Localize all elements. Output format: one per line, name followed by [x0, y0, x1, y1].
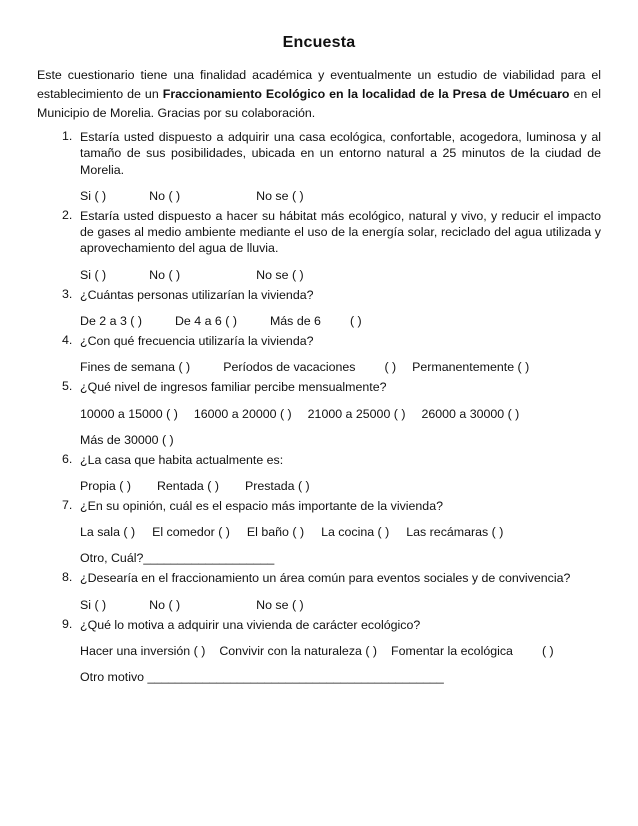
option-vacaciones-box[interactable]: ( )	[384, 360, 397, 375]
question-number: 9.	[62, 616, 73, 631]
intro-text-start: Este cuestionario tiene una finalidad académica y eventualmente un estudio de viabilidad para el establecimiento de un	[37, 68, 601, 101]
question-list	[37, 129, 601, 685]
intro-text-end: en el Municipio de Morelia. Gracias por su colaboración.	[37, 87, 601, 120]
intro-text-bold: Fraccionamiento Ecológico en la localidad de la Presa de Umécuaro	[162, 87, 570, 101]
option-si[interactable]: Si ( )	[80, 188, 107, 203]
intro-paragraph	[37, 66, 601, 123]
question-text: ¿Cuántas personas utilizarían la vivienda?	[80, 287, 314, 302]
option-vacaciones-label: Períodos de vacaciones	[223, 360, 356, 375]
question-number: 3.	[62, 286, 73, 301]
question-number: 2.	[62, 207, 73, 222]
option-ecologica-label: Fomentar la ecológica	[391, 643, 513, 658]
option-inversion[interactable]: Hacer una inversión ( )	[80, 643, 206, 658]
option-no[interactable]: No ( )	[149, 597, 181, 612]
answer-options	[80, 643, 601, 659]
question-1	[37, 129, 601, 204]
answer-options	[80, 478, 601, 494]
option-permanentemente[interactable]: Permanentemente ( )	[412, 360, 530, 375]
question-text: ¿Desearía en el fraccionamiento un área común para eventos sociales y de convivencia?	[80, 571, 571, 586]
question-5	[37, 379, 601, 447]
answer-options	[80, 524, 601, 540]
option-otro-field[interactable]: Otro, Cuál?___________________	[80, 551, 275, 566]
option-no-se[interactable]: No se ( )	[256, 188, 304, 203]
question-text: ¿Qué lo motiva a adquirir una vivienda de carácter ecológico?	[80, 617, 421, 632]
option-otro-motivo-field[interactable]: Otro motivo ___________________________________________	[80, 669, 444, 684]
option-recamaras[interactable]: Las recámaras ( )	[406, 525, 504, 540]
option-no-se[interactable]: No se ( )	[256, 597, 304, 612]
option-no-se[interactable]: No se ( )	[256, 267, 304, 282]
answer-options-extra	[80, 432, 601, 448]
question-number: 4.	[62, 333, 73, 348]
option-si[interactable]: Si ( )	[80, 267, 107, 282]
question-7	[37, 498, 601, 566]
option-ecologica-box[interactable]: ( )	[541, 643, 554, 658]
question-4	[37, 333, 601, 375]
option-mas-30000[interactable]: Más de 30000 ( )	[80, 432, 174, 447]
option-no[interactable]: No ( )	[149, 267, 181, 282]
option-10000-15000[interactable]: 10000 a 15000 ( )	[80, 406, 178, 421]
question-8	[37, 570, 601, 612]
survey-page	[37, 34, 601, 685]
option-mas-6-label: Más de 6	[269, 314, 321, 329]
option-si[interactable]: Si ( )	[80, 597, 107, 612]
option-mas-6-box[interactable]: ( )	[349, 314, 362, 329]
option-2-3[interactable]: De 2 a 3 ( )	[80, 314, 142, 329]
question-text: Estaría usted dispuesto a hacer su hábitat más ecológico, natural y vivo, y reducir el impacto de gases al medio ambiente mediante el uso de la energía solar, reciclado del agua utilizada y aprovechamiento del agua de lluvia.	[80, 208, 601, 256]
answer-options-extra	[80, 669, 601, 685]
answer-options	[80, 313, 601, 329]
option-bano[interactable]: El baño ( )	[246, 525, 305, 540]
option-26000-30000[interactable]: 26000 a 30000 ( )	[421, 406, 520, 421]
question-9	[37, 617, 601, 685]
option-cocina[interactable]: La cocina ( )	[321, 525, 390, 540]
option-16000-20000[interactable]: 16000 a 20000 ( )	[193, 406, 292, 421]
question-text: ¿Con qué frecuencia utilizaría la vivienda?	[80, 334, 314, 349]
answer-options	[80, 597, 601, 613]
question-2	[37, 208, 601, 283]
question-3	[37, 287, 601, 329]
answer-options	[80, 188, 601, 204]
question-number: 5.	[62, 379, 73, 394]
option-fines-semana[interactable]: Fines de semana ( )	[80, 360, 191, 375]
answer-options	[80, 267, 601, 283]
answer-options	[80, 406, 601, 422]
option-no[interactable]: No ( )	[149, 188, 181, 203]
question-6	[37, 452, 601, 494]
question-number: 7.	[62, 497, 73, 512]
question-number: 8.	[62, 570, 73, 585]
option-21000-25000[interactable]: 21000 a 25000 ( )	[307, 406, 406, 421]
option-comedor[interactable]: El comedor ( )	[152, 525, 230, 540]
question-text: ¿La casa que habita actualmente es:	[80, 452, 284, 467]
question-text: Estaría usted dispuesto a adquirir una casa ecológica, confortable, acogedora, luminosa y al tamaño de sus posibilidades, ubicada en un entorno natural a 25 minutos de la ciudad de Morelia.	[80, 130, 601, 177]
question-text: ¿Qué nivel de ingresos familiar percibe mensualmente?	[80, 380, 387, 395]
option-naturaleza[interactable]: Convivir con la naturaleza ( )	[219, 643, 378, 658]
option-4-6[interactable]: De 4 a 6 ( )	[174, 314, 237, 329]
answer-options	[80, 359, 601, 375]
option-rentada[interactable]: Rentada ( )	[156, 478, 219, 493]
question-text: ¿En su opinión, cuál es el espacio más importante de la vivienda?	[80, 498, 443, 513]
option-sala[interactable]: La sala ( )	[80, 525, 136, 540]
answer-options-extra	[80, 550, 601, 566]
option-propia[interactable]: Propia ( )	[80, 478, 131, 493]
question-number: 6.	[62, 451, 73, 466]
page-title: Encuesta	[282, 34, 356, 51]
question-number: 1.	[62, 129, 73, 143]
option-prestada[interactable]: Prestada ( )	[244, 478, 310, 493]
